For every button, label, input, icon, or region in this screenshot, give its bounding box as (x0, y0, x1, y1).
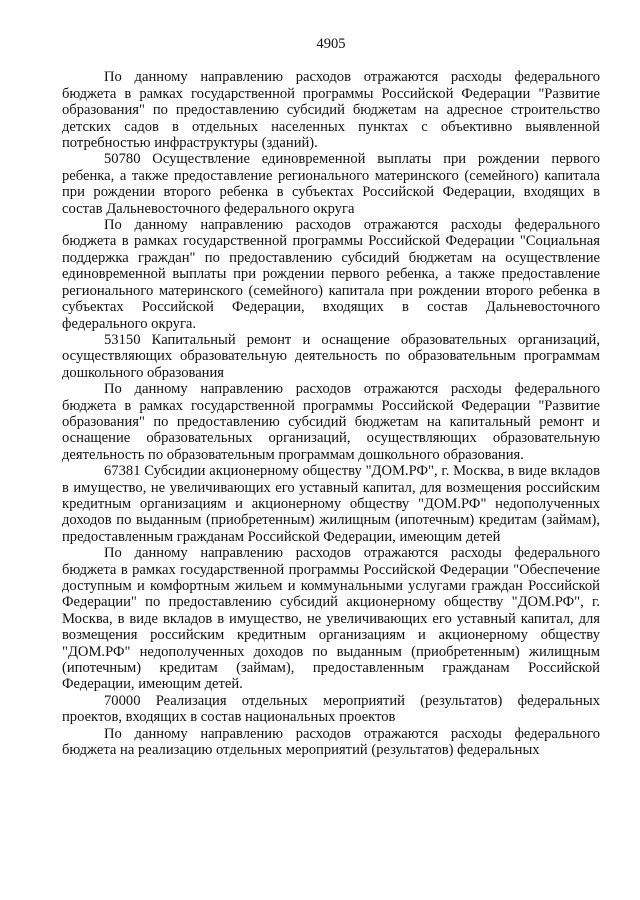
paragraph-code-53150: 53150 Капитальный ремонт и оснащение образовательных организаций, осуществляющих образовательную деятельность по образовательным программам дошкольного образования (62, 331, 600, 381)
page-number: 4905 (316, 36, 346, 52)
paragraph-code-67381-description: По данному направлению расходов отражаются расходы федерального бюджета в рамках государственной программы Российской Федерации "Обеспечение доступным и комфортным жильем и коммунальными услугами граждан Российской Федерации" по предоставлению субсидий акционерному обществу "ДОМ.РФ", г. Москва, в виде вкладов в имущество, не увеличивающих его уставный капитал, для возмещения российским кредитным организациям и акционерному обществу "ДОМ.РФ" недополученных доходов по выданным (приобретенным) жилищным (ипотечным) кредитам (займам), предоставленным гражданам Российской Федерации, имеющим детей. (62, 545, 600, 693)
paragraph-code-50780: 50780 Осуществление единовременной выплаты при рождении первого ребенка, а также предоставление регионального материнского (семейного) капитала при рождении второго ребенка в субъектах Российской Федерации, входящих в состав Дальневосточного федерального округа (62, 151, 600, 217)
paragraph-code-50780-description: По данному направлению расходов отражаются расходы федерального бюджета в рамках государственной программы Российской Федерации "Социальная поддержка граждан" по предоставлению субсидий бюджетам на осуществление единовременной выплаты при рождении первого ребенка, а также предоставление регионального материнского (семейного) капитала при рождении второго ребенка в субъектах Российской Федерации, входящих в состав Дальневосточного федерального округа. (62, 217, 600, 332)
paragraph-dou-description: По данному направлению расходов отражаются расходы федерального бюджета в рамках государственной программы Российской Федерации "Развитие образования" по предоставлению субсидий бюджетам на адресное строительство детских садов в отдельных населенных пунктах с объективно выявленной потребностью инфраструктуры (зданий). (62, 69, 600, 152)
paragraph-code-67381: 67381 Субсидии акционерному обществу "ДОМ.РФ", г. Москва, в виде вкладов в имущество, не увеличивающих его уставный капитал, для возмещения российским кредитным организациям и акционерному обществу "ДОМ.РФ" недополученных доходов по выданным (приобретенным) жилищным (ипотечным) кредитам (займам), предоставленным гражданам Российской Федерации, имеющим детей (62, 463, 600, 545)
paragraph-code-70000: 70000 Реализация отдельных мероприятий (результатов) федеральных проектов, входящих в состав национальных проектов (62, 692, 600, 726)
paragraph-code-70000-description: По данному направлению расходов отражаются расходы федерального бюджета на реализацию отдельных мероприятий (результатов) федеральных (62, 725, 600, 759)
document-page (62, 36, 600, 758)
paragraph-code-53150-description: По данному направлению расходов отражаются расходы федерального бюджета в рамках государственной программы Российской Федерации "Развитие образования" по предоставлению субсидий бюджетам на капитальный ремонт и оснащение образовательных организаций, осуществляющих образовательную деятельность по образовательным программам дошкольного образования. (62, 381, 600, 463)
